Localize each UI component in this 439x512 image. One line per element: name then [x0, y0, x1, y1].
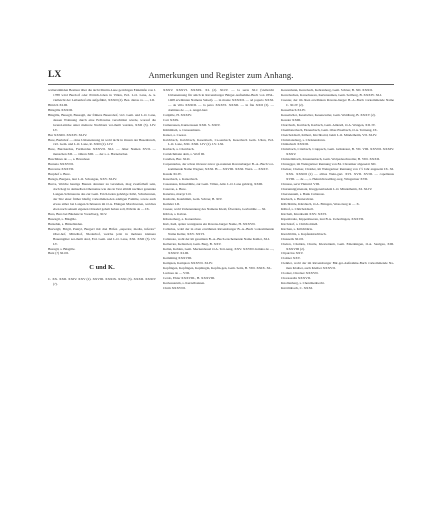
index-entry: Callarius, wohl der in oben erwähnten Ravensburger B.-A.-Buch vorkommende Name Keller, XXV. XXVI.	[163, 226, 274, 236]
index-entry: Chünabach XXXIII.	[281, 142, 309, 147]
index-entry: Kerleauarum, s. Kerzelbannen.	[163, 281, 206, 286]
index-entry: Chelser, Chelser, Chalder, im Weingartner Rennung von 1½ Jahr angesetzt IX. XI. XXX. XXXIII (2) — abbas Wein-gart. XVI. XVII. XVIII. — capellanus XVIII. — de —, s. Heinrichswelling-weg, Wingartner XVII.	[281, 167, 394, 182]
index-entry: Cumerassen, Kurnerassen XXII. S. XXIV.	[163, 122, 221, 127]
index-entry: Buzwigil, Brigil, Puntyl, Burgerl mit drei Höfen „superior, media, inferior“ Ober-hof, Mittelhof, Niederhof, welche jetzt in mehrere kleinere Bauerngüter zer-theilt sind, Erd. Gem. und L.O. Lane, XXI. XXII (3). LV. LV.	[48, 226, 156, 246]
index-entry: Kassik XLIV.	[163, 172, 182, 177]
index-entry: Kalchbach, Kalchbach, Kesenbach, Ca-senbach, Keserbach Gem. Ulten, Erd. L.O. Lane, XXI. XXII. LIV (2). LV. LXI.	[163, 137, 274, 147]
index-entry: Butzehin, s. Bützebinden.	[48, 221, 83, 226]
index-entry: Bur XXXIII. XXXIV. XLIV.	[48, 132, 88, 137]
index-entry: Caseanaus, Kässebühle, zur Gem. Villen, Amt. L.O. Lane gehörig, XXIII.	[163, 182, 264, 187]
index-entry: Kesselbach XLIV.	[281, 107, 306, 112]
index-entry: Chembaterbech, Ekreurbach, Gem. Ober-Eiselbach, O.A. Tettnang, IX.	[281, 127, 378, 132]
index-entry: Kibenotherg, a. Karuenbare.	[163, 216, 202, 221]
index-entry: Cueser, wohl Unbenennung des Namens Kleid, Überdeia, Gorbuldüe — XI.	[163, 206, 267, 211]
index-entry: Killchbürle, Kürsbuch, O.A. Ehingen, Wess-burg in — X.	[281, 201, 360, 206]
index-entry: Cerdo, Ehler XXXVIII., H. XXXVIII.	[163, 276, 216, 281]
index-entry: Christbach, Cristbach, Cruppach, Gem. Grünkraut, B. VII. VIII. XXVIII. XXXIV. XXXV.	[281, 147, 394, 157]
index-entry: Kirchdorf, s. Chilcholdzell.	[281, 221, 319, 226]
index-entry: Knörlinbach, C. XXXI.	[281, 286, 313, 291]
index-entry: Burneia XXXVIII.	[48, 162, 74, 167]
index-entry: Clodaer, Chrelser XXXVII.	[281, 271, 319, 276]
index-entry: Buschlines de —, a. Brussbeer.	[48, 157, 91, 162]
index-entry: Büsgille, Busagil, Bussagil, der frühere Buserohof, vicl. Gem. und L.O. Lane, dessen Wohnung durch eine Erdlawine verschüttet wurde, worauf die Grund-stücke unter mehrere Nachbarn ver-theilt wurden, XXII (3). LIV. LV.	[48, 112, 156, 132]
index-entry: Bütsgille XXXIII.	[48, 107, 73, 112]
index-entry: Butz (?) XLIII.	[48, 251, 69, 256]
page-header	[48, 70, 394, 82]
index-entry: Kümmbeh, a. Cuneasmann.	[163, 127, 201, 132]
index-entry: Kasholle, Katehimm, Gem. Schöer, B. XIV.	[163, 196, 223, 201]
index-entry: Bittrich XLIII.	[48, 102, 68, 107]
index-column-right	[281, 88, 394, 468]
index-entry: Kaserbach, s. Kaiserbach.	[163, 177, 199, 182]
index-entry: Burve, Welche heutige Bauren darunter zu verstehen, mag zweifelhaft sein, doch liegt in demselben Ohernaine wie das in Text allmäl nachher genannte Langen-Schönerens das zur Gem. Erich-belen gehörige Kibö, Schubaruren, der Sitz einer früher häufig vorkommen-den adeligen Familie, sowie auch etwas süber bei Langen-Schöneren im O.A. Ehingen Marchweren, welches eben nach seinem eigenen Ortsadel gehalt haben soll, Pöhrtle de — IX.	[48, 182, 156, 211]
index-entry: Christiansburg, s. Christensbrun.	[281, 137, 326, 142]
index-entry: Kierchblitz, s. Kapfenkirschbach.	[281, 231, 327, 236]
index-entry: Chetcholdzell, Kilbert, Kirchbaird, beim L.O. Mindelheim, VII. XLIV.	[281, 132, 378, 137]
index-entry: Kub, Keil, später wenigstens ein Ravens-burger Name, H. XXXVII.	[163, 221, 256, 226]
index-entry: Cattpille, H. XXXIV.	[163, 112, 192, 117]
index-entry: Kessler XXIII.	[281, 117, 302, 122]
index-entry: Carpentarius, der schon im kurz zuvor ge-nannten Ravensburger B.-A.-Buch vor-kommende Name Wagner, XXXI. H.— XXVIII. XXXI. Wern. — XXXV.	[163, 162, 274, 172]
index-entry: Bure, Burckardus, Furthardus XXXVII. XLI. — öther Namen XVII. — menschen XII. — öthren XIII. — der s. a. Harneluchet.	[48, 147, 156, 157]
index-entry: Bure, Burinhof — ohne Unbenennung ist wohl nicht in Ostern der Busenbruch, vicl. Gem. und L.O. Lane, R. XXII (2). LIV.	[48, 137, 156, 147]
index-entry: Knollenberg, s. Chenilnenbecht.	[281, 281, 325, 286]
index-entry: Lucinea de — VIII.	[163, 271, 190, 276]
index-entry: C. XX. XXII. XXIV. XXV (2). XXVIII. XXXIX. XXXI (3). XXXII. XXXIV (?).	[48, 277, 156, 287]
index-entry: walterstimiden Besitzer über die nicht Martin-Lane gerichtgen Einkünfte von J. 1788 wird Burdorf oder Pöttich-loben in Villen, Erd. L.O. Lane, A. k. vielleicht der Leibenhof alle aufgeführt, XXXII (2). Bez. dietas ca. —, LII.	[48, 88, 156, 102]
index-entry: Burs, Burs bei Bludenz in Vorarlberg, XLV.	[48, 211, 108, 216]
index-entry: Cleikler, wohl der im Ravensburger Bür-ger-Aufnahme-Buch vorkommende Na-men Klaiber, auch Kleiber XXXVII.	[281, 261, 394, 271]
index-entry: Buzagil, s. Büsgille.	[48, 246, 76, 251]
index-column-middle	[163, 88, 274, 468]
index-entry: Kirchen, s. Killchbürle.	[281, 226, 313, 231]
index-entry: Clattner XXV.	[281, 256, 301, 261]
index-entry: Chrussa, servr Heinrici VIII.	[281, 182, 320, 187]
index-entry: Charrbach, Karrbach, Karbach, Gem. Amtzell, O.A. Wangen, XII. IV.	[281, 122, 376, 127]
index-entry: Chusseils XLIII.	[281, 236, 304, 241]
index-entry: Burphof s. Bure.	[48, 172, 71, 177]
index-entry: Kaiser, a. Caesar.	[163, 132, 187, 137]
index-entry: Kemder LII.	[163, 201, 180, 206]
section-heading: C und K.	[89, 264, 115, 272]
index-entry: Carellen, Bur. XLII.	[163, 157, 191, 162]
index-entry: Kerrebachen, Karsebsaren, Kerlensumen, Gem. Seilberg, B. XXXIV. XLI.	[281, 92, 383, 97]
index-entry: Burcerne XXXVII.	[48, 167, 75, 172]
index-entry: Caltanote, wohl der im gesamten B.-A.-Buch erscheinende Name Kahler, XLI.	[163, 236, 271, 241]
index-entry: Kerzenbann, Kerrebach, Kebranberg, Gem. Schöer, B. XII. XXXII.	[281, 88, 373, 92]
index-entry: Caseron, a. Bure.	[163, 187, 187, 192]
index-entry: Kipenbraite, Kippenbueren, laut B.A. Ueberlingen, XXXVII.	[281, 216, 365, 221]
index-entry: Karbach, a. Charrbach.	[163, 147, 195, 152]
index-entry: Katerina, martyr LII.	[163, 192, 192, 197]
index-entry: Kiebach, s. Hertersbriet.	[281, 196, 315, 201]
index-entry: Cuester, der im öben erwähnten Ravens-burger B.-A.-Buch vorkommende Name C. XLIV (2).	[281, 97, 394, 107]
index-entry: Kemmüng XXXVIII.	[163, 256, 193, 261]
index-entry: Cartelchmann dem, s. Wolf III.	[163, 152, 206, 157]
index-entry: Butsgn, Burgere, laut L.O. Schongau, XXV. XLIV.	[48, 177, 118, 182]
index-entry: Chrusgger, im Weingartner Rennung von 84. Chroniker abgesetzt XII.	[281, 162, 377, 167]
index-entry: Kirchelt, Kirenbeim XXV. XXVI.	[281, 211, 328, 216]
index-entry: Buszagil, s. Büsgille.	[48, 216, 77, 221]
index-entry: Kilhof, s. Chilcholdzell.	[281, 206, 314, 211]
header-rule	[48, 84, 394, 85]
index-entry: Kepfingen, Kepfingen, Kephingin, Kepfin-gen, Gem. Seitz, B. VIII. XXIX. XL.	[163, 266, 272, 271]
page-number: LX	[48, 70, 62, 80]
index-entry: Clipurciss XXV.	[281, 251, 304, 256]
index-column-left	[48, 88, 156, 468]
index-entry: XXXV. XXXVI. XXXIX. XL (2). XLIV. — la serta XLI (vielleicht Unbenennung für amch in Ravensburger Bürger-Aufnahme-Buch von 1834–1468 erwähnten Namens Sabed). — in monte XXXXII. — ad populo XXXI. — de villa XXXIII. — la petro XXXVI. XXXII. — in fite XXII (3). — dominus de —, a. Angel-harr.	[163, 88, 274, 112]
index-entry: Christelinbach, Kruentenbach, Gem. Wolpadeschweiler, B. VIII. XXXII.	[281, 157, 380, 162]
index-entry: Chrm XXXVIII.	[163, 286, 186, 291]
index-entry: Carr XXIX.	[163, 117, 180, 122]
running-title: Anmerkungen und Register zum Anhang.	[148, 70, 294, 80]
index-entry: Kiblon, s. Kabon.	[163, 211, 188, 216]
index-entry: Kelnn, Kehlen, Gem. Meckenbeuel O.A. Tett-nang, XXV. XXVIII domina de —, XXXIV. XLIII.	[163, 246, 274, 256]
index-entry: Churunnig(attenant, Kleggerenbadem L.O. Mindelheim, XI. XLIV.	[281, 187, 373, 192]
index-entry: Kempten, Kempton XXXVII. XLIV.	[163, 261, 213, 266]
index-entry: Choraasalla XXXVII.	[281, 276, 311, 281]
index-entry: Kellerrier, Kellerried, Gem. Berg, B. XXV.	[163, 241, 222, 246]
index-entry: Chelon, Chalden, Churle, Kleuwinum, Gem. Emerkingen, O.A. Saulgau, XIII. XXXVIII (2).	[281, 241, 394, 251]
index-entry: Chersnauum, s. Bank Cultanote.	[281, 192, 325, 197]
index-entry: Kesselwiler, Kesslwiler, Kesenewiler, Gem. Waldburg, B. XXXV (2).	[281, 112, 376, 117]
